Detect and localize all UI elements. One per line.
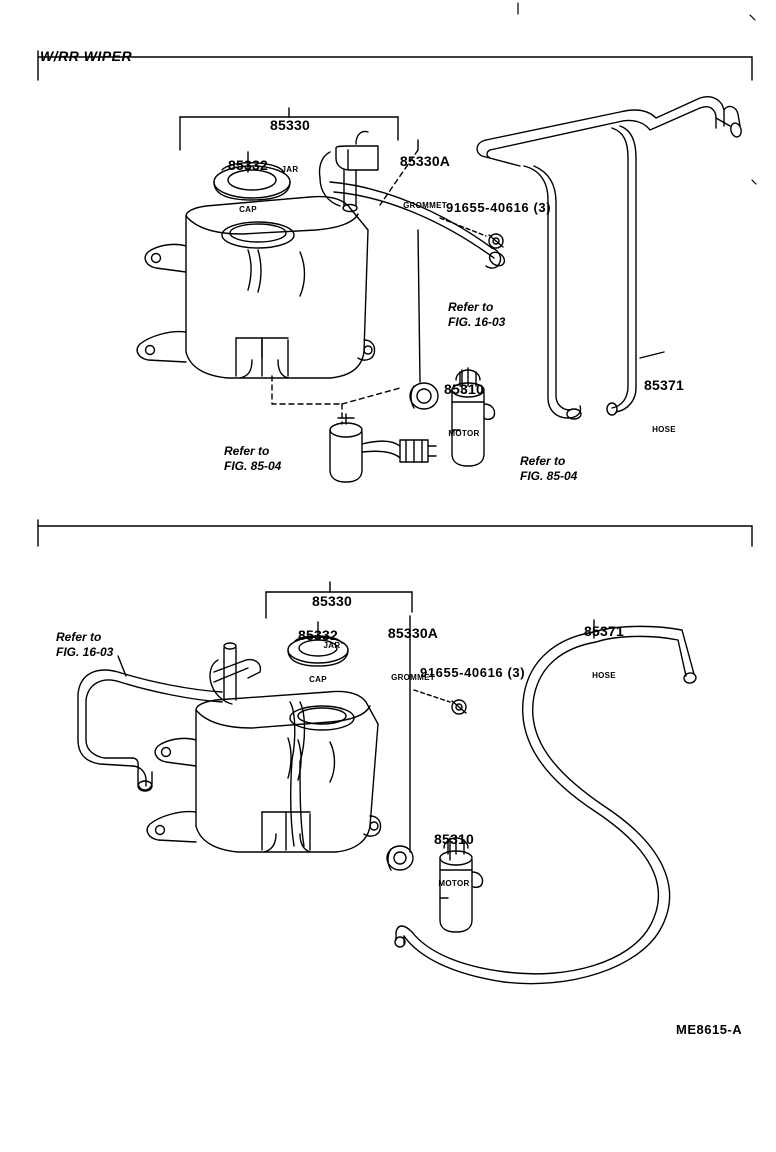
label-bottom-85371 xyxy=(572,590,636,714)
bottom-bolt-symbol xyxy=(452,700,466,714)
refer-line1: Refer to xyxy=(520,454,566,468)
refer-line2: FIG. 16-03 xyxy=(448,315,506,329)
top-pump-assembly xyxy=(330,414,436,482)
part-name: GROMMET xyxy=(391,672,435,682)
part-number: 85332 xyxy=(228,156,268,173)
top-hose-85371 xyxy=(477,97,743,419)
bottom-grommet-ring xyxy=(387,846,413,870)
part-name: GROMMET xyxy=(403,200,447,210)
part-number: 85310 xyxy=(444,380,484,397)
label-bottom-bolt: 91655-40616 (3) xyxy=(420,665,526,680)
bottom-hose-fig1603 xyxy=(78,670,222,791)
refer-line2: FIG. 85-04 xyxy=(520,469,578,483)
refer-line2: FIG. 85-04 xyxy=(224,459,282,473)
label-top-85330a xyxy=(384,120,466,244)
label-bottom-85330a xyxy=(372,592,454,716)
refer-line1: Refer to xyxy=(448,300,494,314)
part-name: JAR xyxy=(281,164,299,174)
diagram-id: ME8615-A xyxy=(676,1022,743,1037)
label-top-85371 xyxy=(632,344,696,468)
section-header: W/RR WIPER xyxy=(40,48,133,64)
label-bottom-refer-fig1603 xyxy=(56,630,113,660)
part-name: MOTOR xyxy=(438,878,470,888)
part-number: 85371 xyxy=(644,376,684,393)
part-number: 85330 xyxy=(312,592,352,609)
label-top-85310 xyxy=(428,348,500,472)
bottom-frame-bracket xyxy=(38,520,752,546)
part-number: 85332 xyxy=(298,626,338,643)
refer-line2: FIG. 16-03 xyxy=(56,645,114,659)
top-jar-inlet xyxy=(319,132,378,212)
label-top-refer-fig8504-left xyxy=(224,444,281,474)
label-top-refer-fig1603 xyxy=(448,300,505,330)
label-top-85332 xyxy=(212,124,284,248)
part-number: 85330A xyxy=(399,152,451,169)
part-number: 85371 xyxy=(584,622,624,639)
part-name: HOSE xyxy=(652,424,676,434)
top-frame-bracket xyxy=(38,51,752,80)
part-number: 85330A xyxy=(387,624,439,641)
label-bottom-85332 xyxy=(284,594,352,718)
part-name: MOTOR xyxy=(448,428,480,438)
top-bolt-symbol xyxy=(489,234,503,248)
refer-line1: Refer to xyxy=(56,630,102,644)
label-top-refer-fig8504-right xyxy=(520,454,577,484)
top-dashed-link xyxy=(272,376,400,424)
part-name: HOSE xyxy=(592,670,616,680)
label-top-bolt: 91655-40616 (3) xyxy=(446,200,552,215)
part-number: 85330 xyxy=(270,116,310,133)
part-name: CAP xyxy=(239,204,257,214)
part-number: 85310 xyxy=(434,830,474,847)
part-name: JAR xyxy=(323,640,341,650)
part-name: CAP xyxy=(309,674,327,684)
refer-line1: Refer to xyxy=(224,444,270,458)
label-bottom-85310 xyxy=(418,798,490,922)
